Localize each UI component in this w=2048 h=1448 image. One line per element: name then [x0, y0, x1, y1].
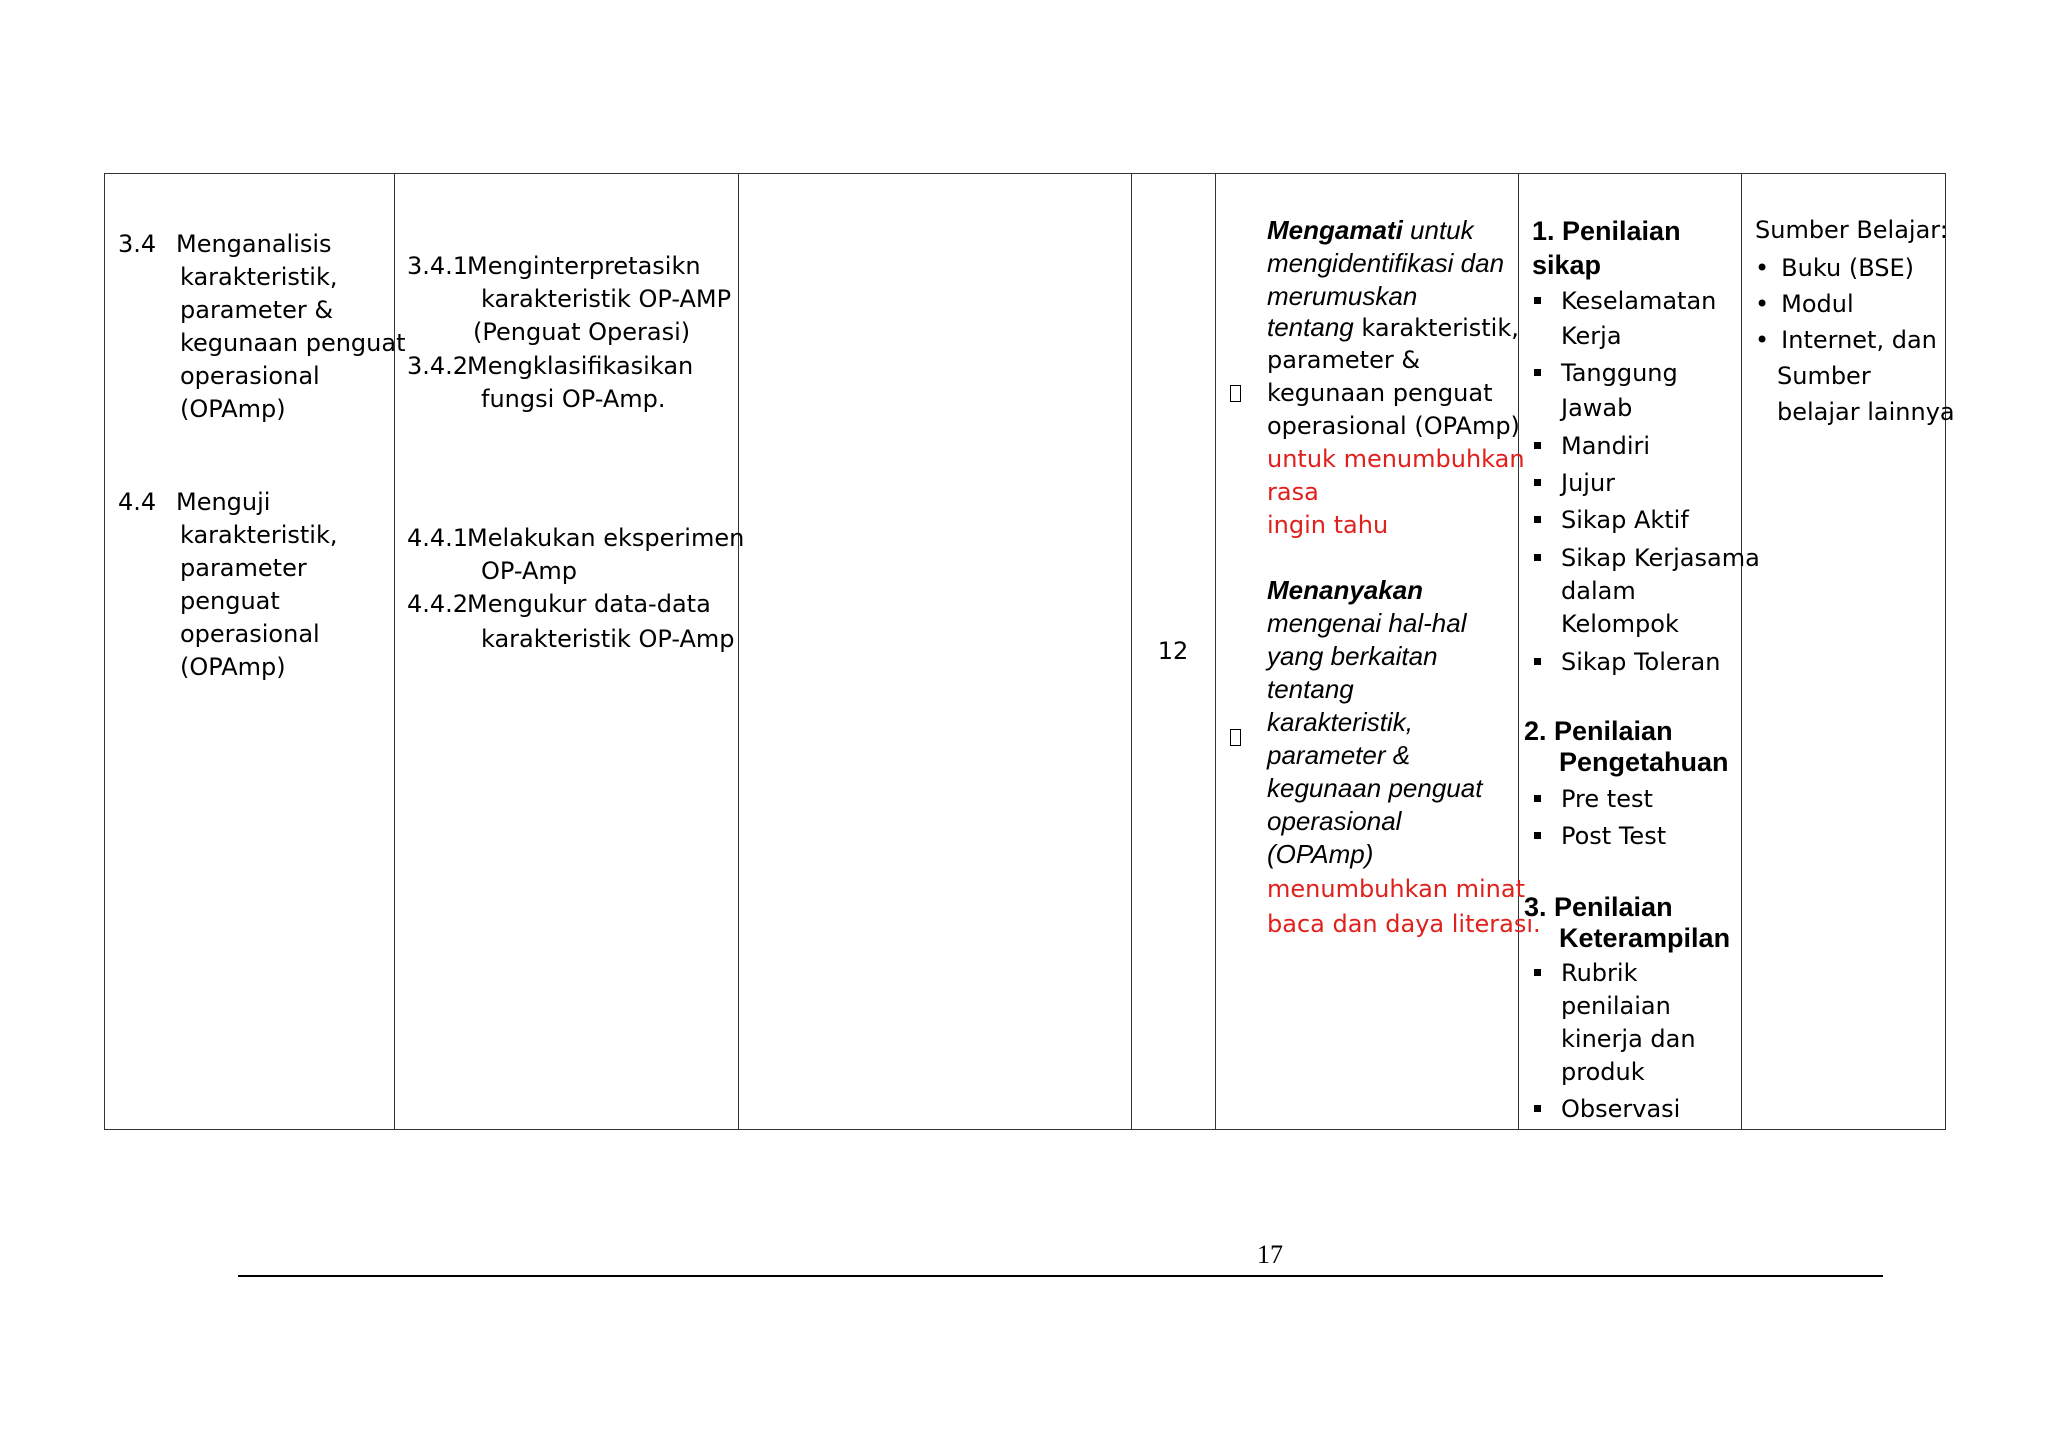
activity-text: karakteristik, [1353, 314, 1519, 342]
kd-text-line: parameter [180, 554, 307, 582]
list-item [1534, 1093, 1680, 1126]
indicator-text-line: fungsi OP-Amp. [481, 385, 666, 413]
activity-line: parameter & [1267, 740, 1411, 770]
square-bullet-icon [1534, 554, 1541, 561]
indicator-number: 4.4.2 [407, 590, 469, 618]
activity-line: baca dan daya literasi. [1267, 910, 1541, 938]
column-divider [1215, 173, 1216, 1130]
kd-text-line: (OPAmp) [180, 395, 286, 423]
indicator-number: 3.4.1 [407, 252, 469, 280]
activity-line: parameter & [1267, 346, 1421, 374]
list-item-text: produk [1561, 1058, 1645, 1086]
kd-text-line: karakteristik, [180, 263, 338, 291]
indicator-text-line: karakteristik OP-Amp [481, 625, 735, 653]
activity-line: ingin tahu [1267, 511, 1389, 539]
activity-heading: Menanyakan [1267, 575, 1424, 605]
time-allocation: 12 [1157, 637, 1189, 665]
activity-line: mengidentifikasi dan [1267, 248, 1505, 278]
kd-text-line: (OPAmp) [180, 653, 286, 681]
activity-line [1267, 311, 1519, 345]
activity-line: tentang [1267, 674, 1354, 704]
list-item-text: Jujur [1561, 469, 1616, 497]
list-item-text: Keselamatan [1561, 287, 1717, 315]
list-item-text: Post Test [1561, 822, 1667, 850]
activity-line: untuk menumbuhkan [1267, 445, 1525, 473]
square-bullet-icon [1534, 516, 1541, 523]
list-item-text: Tanggung [1561, 359, 1678, 387]
list-item-text: Observasi [1561, 1095, 1681, 1123]
indicator-text-line: Melakukan eksperimen [467, 524, 745, 552]
assessment-heading: 3. Penilaian [1524, 892, 1673, 922]
column-divider [394, 173, 395, 1130]
kd-text-line: parameter & [180, 296, 334, 324]
activity-text: untuk [1402, 215, 1474, 245]
list-item [1534, 357, 1678, 390]
list-item [1534, 957, 1637, 990]
sources-heading: Sumber Belajar: [1755, 216, 1948, 244]
list-item-text: dalam [1561, 577, 1636, 605]
square-bullet-icon [1534, 658, 1541, 665]
kd-text-line: penguat [180, 587, 280, 615]
kd-number: 4.4 [118, 488, 157, 516]
list-item-text: Sumber [1777, 362, 1871, 390]
list-item-text: Kerja [1561, 322, 1622, 350]
list-item-text: Sikap Aktif [1561, 506, 1689, 534]
activity-line: yang berkaitan [1267, 641, 1438, 671]
indicator-text-line: Mengklasifikasikan [467, 352, 694, 380]
list-item-text: Mandiri [1561, 432, 1651, 460]
assessment-heading: 2. Penilaian [1524, 716, 1673, 746]
page-number: 17 [1257, 1240, 1283, 1269]
list-item [1534, 820, 1666, 853]
list-item [1755, 288, 1854, 321]
activity-line: operasional (OPAmp) [1267, 412, 1520, 440]
assessment-heading: Keterampilan [1559, 923, 1731, 953]
kd-number: 3.4 [118, 230, 157, 258]
activity-line [1267, 214, 1474, 247]
list-item-text: belajar lainnya [1777, 398, 1955, 426]
square-bullet-icon [1534, 479, 1541, 486]
bullet-box-icon [1230, 385, 1241, 402]
activity-line: kegunaan penguat [1267, 773, 1483, 803]
list-item [1534, 467, 1615, 500]
activity-line: kegunaan penguat [1267, 379, 1493, 407]
list-item-text: penilaian [1561, 992, 1671, 1020]
list-item-text: Internet, dan [1781, 326, 1937, 354]
column-divider [738, 173, 739, 1130]
activity-line: operasional [1267, 806, 1402, 836]
square-bullet-icon [1534, 795, 1541, 802]
list-item [1534, 783, 1653, 816]
list-item-text: Pre test [1561, 785, 1653, 813]
kd-text-line: karakteristik, [180, 521, 338, 549]
square-bullet-icon [1534, 969, 1541, 976]
dot-bullet-icon: • [1755, 290, 1770, 318]
list-item-text: Sikap Kerjasama [1561, 544, 1760, 572]
list-item-text: Jawab [1561, 394, 1633, 422]
list-item [1755, 252, 1914, 285]
kd-text-line: kegunaan penguat [180, 329, 406, 357]
activity-line: merumuskan [1267, 281, 1418, 311]
kd-text-line: Menguji [176, 488, 271, 516]
list-item [1534, 285, 1716, 318]
column-divider [1741, 173, 1742, 1130]
assessment-heading: sikap [1532, 250, 1602, 280]
indicator-text-line: OP-Amp [481, 557, 577, 585]
activity-heading: Mengamati [1267, 215, 1403, 245]
square-bullet-icon [1534, 1105, 1541, 1112]
indicator-number: 3.4.2 [407, 352, 469, 380]
indicator-text-line: Menginterpretasikn [467, 252, 701, 280]
kd-text-line: operasional [180, 620, 320, 648]
activity-text: tentang [1267, 312, 1354, 342]
list-item [1755, 324, 1937, 357]
bullet-box-icon [1230, 729, 1241, 746]
assessment-heading: Pengetahuan [1559, 747, 1729, 777]
activity-line: menumbuhkan minat [1267, 875, 1525, 903]
square-bullet-icon [1534, 369, 1541, 376]
indicator-number: 4.4.1 [407, 524, 469, 552]
square-bullet-icon [1534, 297, 1541, 304]
kd-text-line: Menganalisis [176, 230, 332, 258]
activity-line: karakteristik, [1267, 707, 1413, 737]
list-item-text: Sikap Toleran [1561, 648, 1721, 676]
list-item-text: Kelompok [1561, 610, 1679, 638]
dot-bullet-icon: • [1755, 326, 1770, 354]
assessment-heading: 1. Penilaian [1532, 216, 1681, 246]
activity-line: rasa [1267, 478, 1319, 506]
square-bullet-icon [1534, 832, 1541, 839]
indicator-text-line: Mengukur data-data [467, 590, 711, 618]
list-item-text: Modul [1781, 290, 1854, 318]
kd-text-line: operasional [180, 362, 320, 390]
list-item [1534, 504, 1689, 537]
list-item-text: Buku (BSE) [1781, 254, 1914, 282]
indicator-text-line: karakteristik OP-AMP [481, 285, 732, 313]
list-item [1534, 646, 1720, 679]
activity-line: (OPAmp) [1267, 839, 1374, 869]
list-item-text: kinerja dan [1561, 1025, 1696, 1053]
list-item-text: Rubrik [1561, 959, 1638, 987]
list-item [1534, 430, 1650, 463]
list-item [1534, 542, 1760, 575]
dot-bullet-icon: • [1755, 254, 1770, 282]
activity-line: mengenai hal-hal [1267, 608, 1467, 638]
footer-divider [238, 1275, 1883, 1277]
indicator-text-line: (Penguat Operasi) [473, 318, 691, 346]
square-bullet-icon [1534, 442, 1541, 449]
